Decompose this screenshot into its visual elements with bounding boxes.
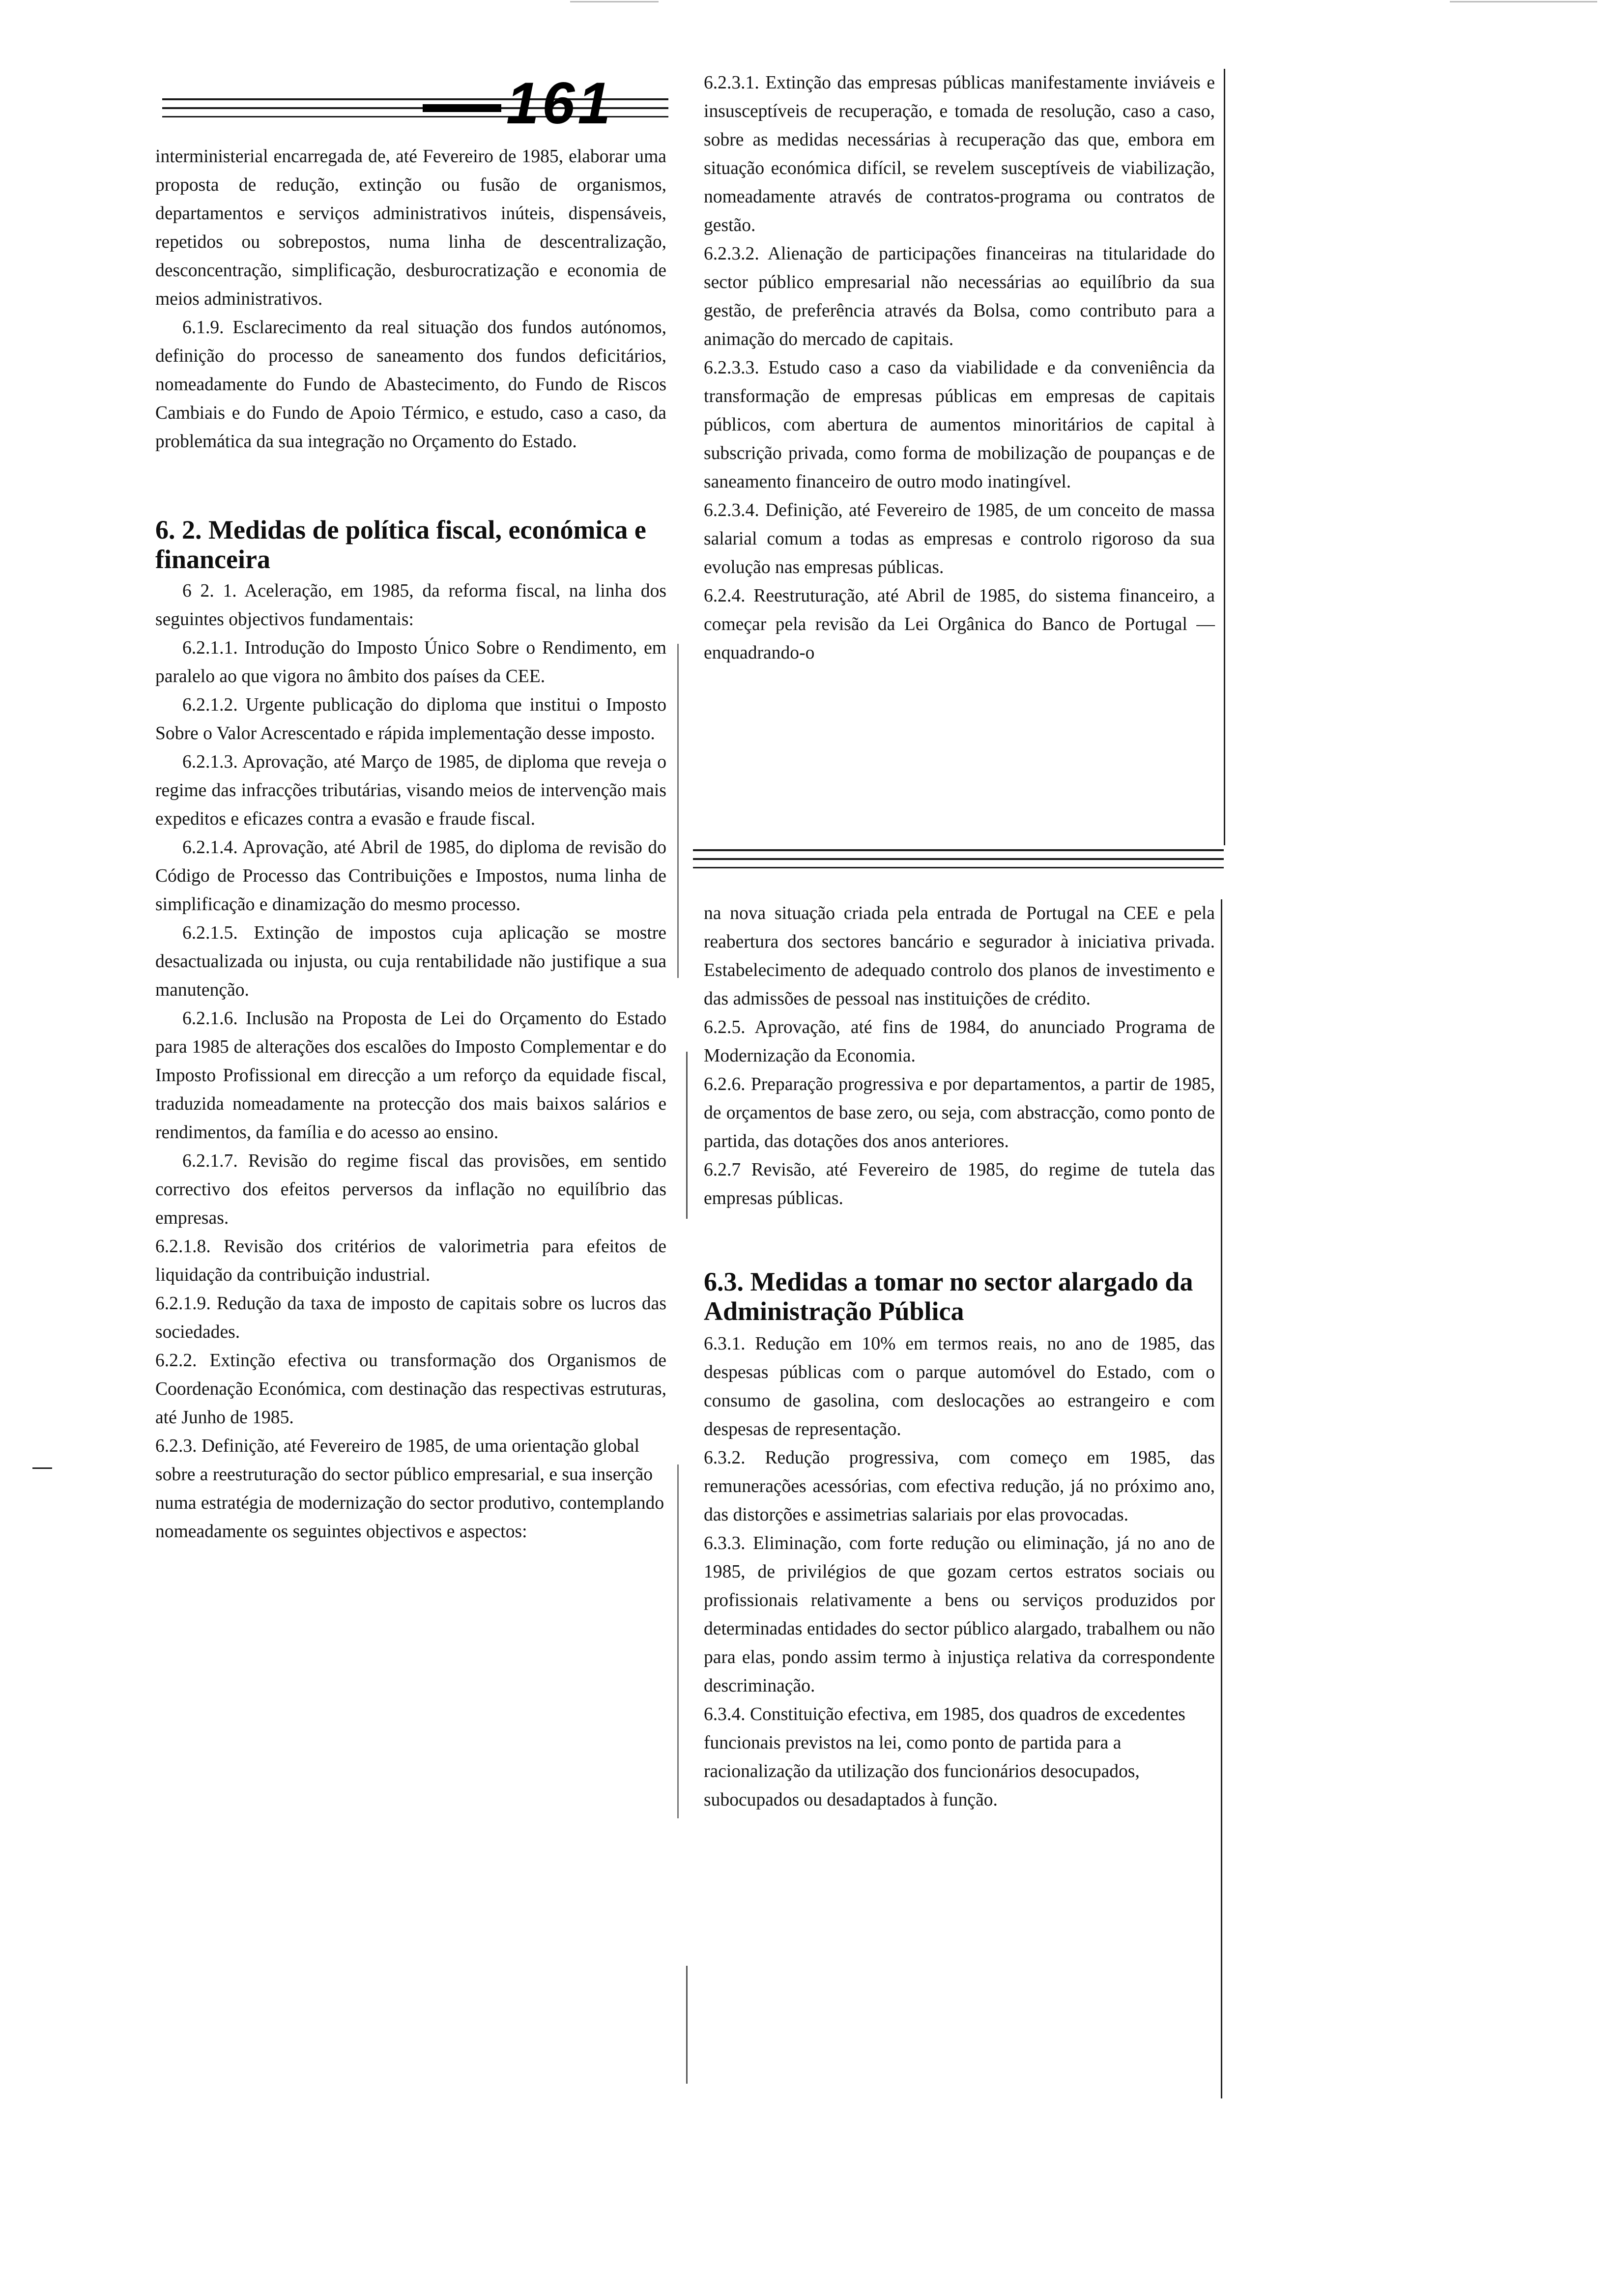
paragraph: 6.3.3. Eliminação, com forte redução ou eliminação, já no ano de 1985, de privilégios de que gozam certos estratos sociais ou profissionais relativamente a bens ou serviços produzidos por determinadas entidades do sector público alargado, trabalhem ou não para elas, pondo assim termo à injustiça relativa da correspondente descriminação. [704, 1533, 1215, 1696]
column-separator [677, 644, 679, 978]
paragraph: na nova situação criada pela entrada de Portugal na CEE e pela reabertura dos sectores bancário e segurador à iniciativa privada. Estabelecimento de adequado controlo dos planos de investimento e das admissões de pessoal nas instituições de crédito. [704, 903, 1215, 1009]
right-top-column [704, 69, 1215, 667]
left-border-line [686, 1966, 688, 2084]
paragraph: 6.2.3.2. Alienação de participações financeiras na titularidade do sector público empresarial não necessárias ao equilíbrio da sua gestão, de preferência através da Bolsa, como contributo para a animação do mercado de capitais. [704, 244, 1215, 349]
paragraph: interministerial encarregada de, até Fevereiro de 1985, elaborar uma proposta de redução, extinção ou fusão de organismos, departamentos e serviços administrativos inúteis, dispensáveis, repetidos ou sobrepostos, numa linha de descentralização, desconcentração, simplificação, desburocratização e economia de meios administrativos. [155, 146, 666, 309]
block-rule [693, 849, 1224, 851]
paragraph: 6.2.1.3. Aprovação, até Março de 1985, de diploma que reveja o regime das infracções tributárias, visando meios de intervenção mais expeditos e eficazes contra a evasão e fraude fiscal. [155, 752, 666, 829]
margin-tick [32, 1467, 52, 1469]
left-column [155, 143, 666, 1546]
paragraph: 6 2. 1. Aceleração, em 1985, da reforma fiscal, na linha dos seguintes objectivos fundamentais: [155, 581, 666, 630]
block-rule [693, 867, 1224, 868]
paragraph: 6.2.3.4. Definição, até Fevereiro de 1985, de um conceito de massa salarial comum a todas as empresas e controlo rigoroso da sua evolução nas empresas públicas. [704, 500, 1215, 577]
paragraph: 6.2.1.7. Revisão do regime fiscal das provisões, em sentido correctivo dos efeitos perversos da inflação no equilíbrio das empresas. [155, 1151, 666, 1228]
paragraph: 6.2.1.8. Revisão dos critérios de valorimetria para efeitos de liquidação da contribuição industrial. [155, 1236, 666, 1285]
paragraph: 6.2.3.3. Estudo caso a caso da viabilidade e da conveniência da transformação de empresas públicas em empresas de capitais públicos, com abertura de aumentos minoritários de capital à subscrição privada, como forma de mobilização de poupanças e de saneamento financeiro de outro modo inatingível. [704, 358, 1215, 492]
block-rule [693, 858, 1224, 860]
right-border-line [1224, 69, 1225, 845]
paragraph: 6.2.1.6. Inclusão na Proposta de Lei do Orçamento do Estado para 1985 de alterações dos escalões do Imposto Complementar e do Imposto Profissional em direcção a um reforço da equidade fiscal, traduzida nomeadamente na protecção dos mais baixos salários e rendimentos, da família e do acesso ao ensino. [155, 1008, 666, 1143]
paragraph: 6.2.1.9. Redução da taxa de imposto de capitais sobre os lucros das sociedades. [155, 1293, 666, 1342]
paragraph: 6.2.3. Definição, até Fevereiro de 1985, de uma orientação global sobre a reestruturação do sector público empresarial, e sua inserção numa estratégia de modernização do sector produtivo, contemplando nomeadamente os seguintes objectivos e aspectos: [155, 1436, 664, 1542]
paragraph: 6.2.1.1. Introdução do Imposto Único Sobre o Rendimento, em paralelo ao que vigora no âmbito dos países da CEE. [155, 638, 666, 687]
section-heading-6-2: 6. 2. Medidas de política fiscal, económica e financeira [155, 515, 646, 574]
paragraph: 6.2.1.2. Urgente publicação do diploma que institui o Imposto Sobre o Valor Acrescentado e rápida implementação desse imposto. [155, 695, 666, 744]
column-separator [677, 1464, 679, 1818]
right-border-line [1221, 899, 1222, 2098]
paragraph: 6.2.1.5. Extinção de impostos cuja aplicação se mostre desactualizada ou injusta, ou cuja rentabilidade não justifique a sua manutenção. [155, 923, 666, 1000]
handwritten-page-mark: 161 [506, 70, 614, 136]
paragraph: 6.3.4. Constituição efectiva, em 1985, dos quadros de excedentes funcionais previstos na lei, como ponto de partida para a racionalização da utilização dos funcionários desocupados, subocupados ou desadaptados à função. [704, 1704, 1185, 1810]
paragraph: 6.2.5. Aprovação, até fins de 1984, do anunciado Programa de Modernização da Economia. [704, 1017, 1215, 1066]
paragraph: 6.3.2. Redução progressiva, com começo em 1985, das remunerações acessórias, com efectiva redução, já no próximo ano, das distorções e assimetrias salariais por elas provocadas. [704, 1448, 1215, 1525]
paragraph: 6.2.4. Reestruturação, até Abril de 1985, do sistema financeiro, a começar pela revisão da Lei Orgânica do Banco de Portugal — enquadrando-o [704, 586, 1215, 663]
paragraph: 6.2.6. Preparação progressiva e por departamentos, a partir de 1985, de orçamentos de base zero, ou seja, com abstracção, como ponto de partida, das dotações dos anos anteriores. [704, 1074, 1215, 1151]
section-heading-6-3: 6.3. Medidas a tomar no sector alargado da Administração Pública [704, 1267, 1193, 1326]
paragraph: 6.1.9. Esclarecimento da real situação dos fundos autónomos, definição do processo de saneamento dos fundos deficitários, nomeadamente do Fundo de Abastecimento, do Fundo de Riscos Cambiais e do Fundo de Apoio Térmico, e estudo, caso a caso, da problemática da sua integração no Orçamento do Estado. [155, 317, 666, 452]
paragraph: 6.2.7 Revisão, até Fevereiro de 1985, do regime de tutela das empresas públicas. [704, 1160, 1215, 1208]
paragraph: 6.2.3.1. Extinção das empresas públicas manifestamente inviáveis e insusceptíveis de recuperação, e tomada de resolução, caso a caso, sobre as medidas necessárias à recuperação das que, embora em situação económica difícil, se revelem susceptíveis de viabilização, nomeadamente através de contratos-programa ou contratos de gestão. [704, 73, 1215, 235]
paragraph: 6.2.2. Extinção efectiva ou transformação dos Organismos de Coordenação Económica, com destinação das respectivas estruturas, até Junho de 1985. [155, 1350, 666, 1428]
paragraph: 6.3.1. Redução em 10% em termos reais, no ano de 1985, das despesas públicas com o parque automóvel do Estado, com o consumo de gasolina, com deslocações ao estrangeiro e com despesas de representação. [704, 1334, 1215, 1439]
left-border-line [686, 1052, 688, 1219]
right-bottom-column [704, 899, 1215, 1814]
scan-edge-mark [1450, 1, 1597, 2]
scan-edge-mark [570, 1, 659, 2]
paragraph: 6.2.1.4. Aprovação, até Abril de 1985, do diploma de revisão do Código de Processo das Contribuições e Impostos, numa linha de simplificação e dinamização do mesmo processo. [155, 837, 666, 915]
header-rule-black-bar [423, 104, 501, 112]
